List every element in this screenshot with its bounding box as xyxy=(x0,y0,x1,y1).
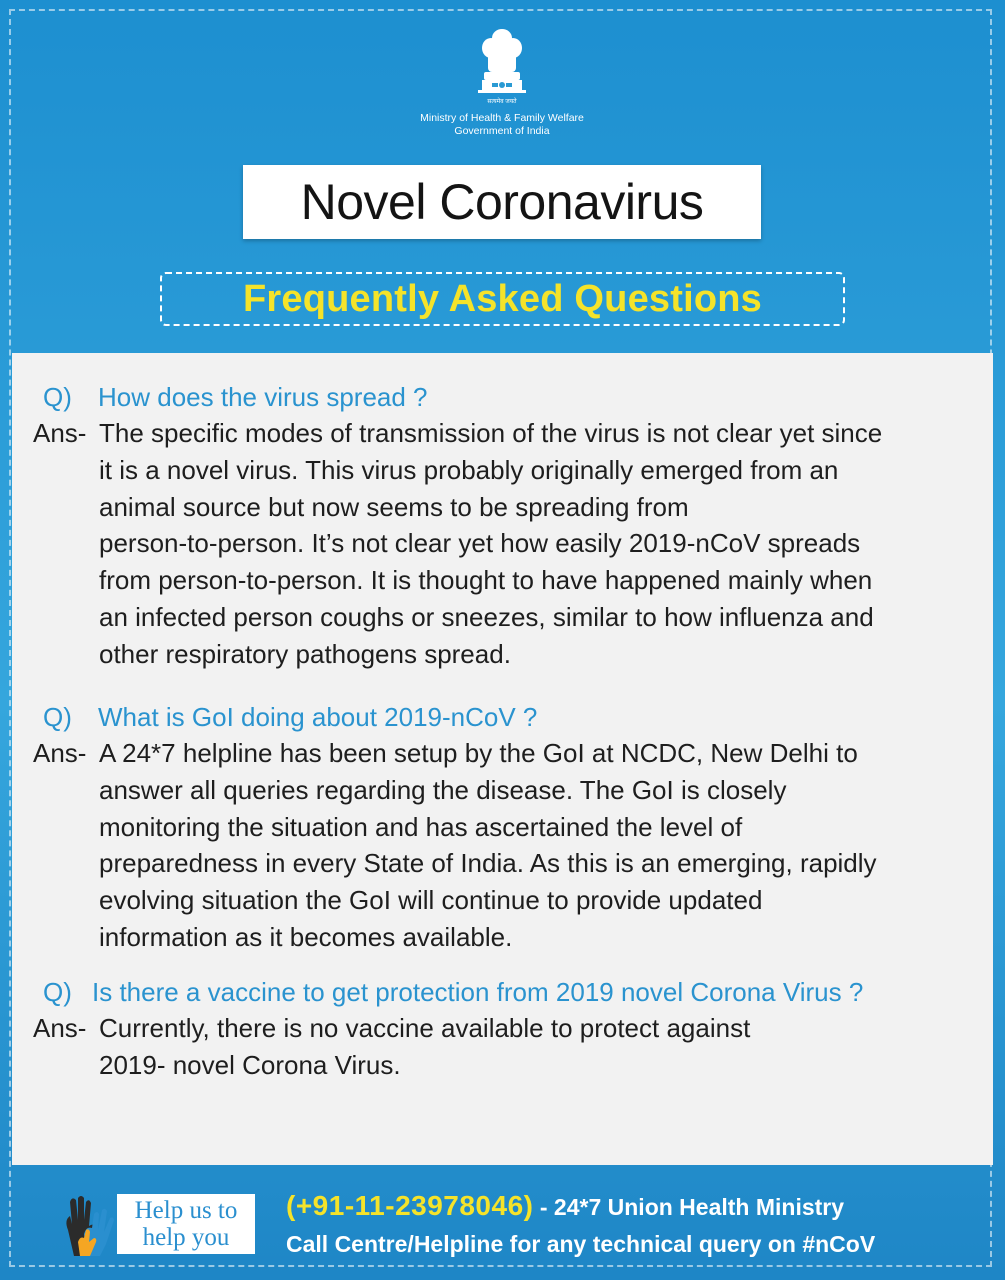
answer-line: 2019- novel Corona Virus. xyxy=(99,1049,401,1080)
answer-marker: Ans- xyxy=(33,1013,87,1043)
page-subtitle: Frequently Asked Questions xyxy=(242,277,763,320)
answer-line: it is a novel virus. This virus probably originally emerged from an xyxy=(99,454,839,485)
answer-line: animal source but now seems to be spreading from xyxy=(99,491,689,522)
answer-line: monitoring the situation and has ascertained the level of xyxy=(99,811,743,842)
answer-marker: Ans- xyxy=(33,418,87,448)
national-emblem-icon xyxy=(474,26,530,106)
ministry-line-2: Government of India xyxy=(454,125,550,137)
helpline-description: - 24*7 Union Health Ministry xyxy=(533,1194,845,1220)
answer-line: an infected person coughs or sneezes, similar to how influenza and xyxy=(99,601,874,632)
answer-marker: Ans- xyxy=(33,738,87,768)
answer-line: information as it becomes available. xyxy=(99,921,513,952)
answer-line: preparedness in every State of India. As this is an emerging, rapidly xyxy=(99,848,877,879)
emblem-caption: सत्यमेव जयते xyxy=(487,99,517,105)
hands-icon xyxy=(56,1194,116,1258)
answer-line: A 24*7 helpline has been setup by the GoI at NCDC, New Delhi to xyxy=(99,738,858,768)
ministry-name xyxy=(352,112,652,138)
answer-line: evolving situation the GoI will continue to provide updated xyxy=(99,885,763,916)
help-line-1: Help us to xyxy=(134,1197,238,1224)
answer-row xyxy=(12,415,993,673)
page-title: Novel Coronavirus xyxy=(300,174,704,230)
helpline-phone-number[interactable]: (+91-11-23978046) xyxy=(286,1190,534,1221)
faq-panel xyxy=(12,353,993,1165)
question-text: What is GoI doing about 2019-nCoV ? xyxy=(98,702,538,732)
title-box xyxy=(243,165,761,239)
question-marker: Q) xyxy=(43,702,72,732)
answer-line: person-to-person. It’s not clear yet how easily 2019-nCoV spreads xyxy=(99,528,861,559)
answer-row xyxy=(12,1010,993,1084)
faq-item xyxy=(12,379,993,673)
answer-line: The specific modes of transmission of the virus is not clear yet since xyxy=(99,418,883,448)
question-row xyxy=(12,379,993,415)
faq-item xyxy=(12,699,993,956)
header xyxy=(0,0,1005,352)
footer xyxy=(0,1166,1005,1280)
question-text: Is there a vaccine to get protection from 2019 novel Corona Virus ? xyxy=(92,977,864,1007)
answer-row xyxy=(12,735,993,956)
subtitle-box xyxy=(160,272,845,326)
help-line-2: help you xyxy=(142,1224,230,1251)
help-us-badge xyxy=(117,1194,255,1254)
answer-line: answer all queries regarding the disease. The GoI is closely xyxy=(99,774,787,805)
question-row xyxy=(12,699,993,735)
answer-line: from person-to-person. It is thought to have happened mainly when xyxy=(99,565,873,596)
call-centre-text: Call Centre/Helpline for any technical query on #nCoV xyxy=(286,1231,876,1257)
answer-text xyxy=(99,1010,989,1084)
answer-text xyxy=(99,735,989,956)
question-text: How does the virus spread ? xyxy=(98,382,428,412)
question-marker: Q) xyxy=(43,977,72,1007)
answer-text xyxy=(99,415,989,673)
helpline-row xyxy=(286,1190,844,1222)
question-marker: Q) xyxy=(43,382,72,412)
ministry-line-1: Ministry of Health & Family Welfare xyxy=(420,112,584,124)
answer-line: Currently, there is no vaccine available to protect against xyxy=(99,1013,751,1043)
faq-item xyxy=(12,974,993,1084)
question-row xyxy=(12,974,993,1010)
answer-line: other respiratory pathogens spread. xyxy=(99,638,511,669)
